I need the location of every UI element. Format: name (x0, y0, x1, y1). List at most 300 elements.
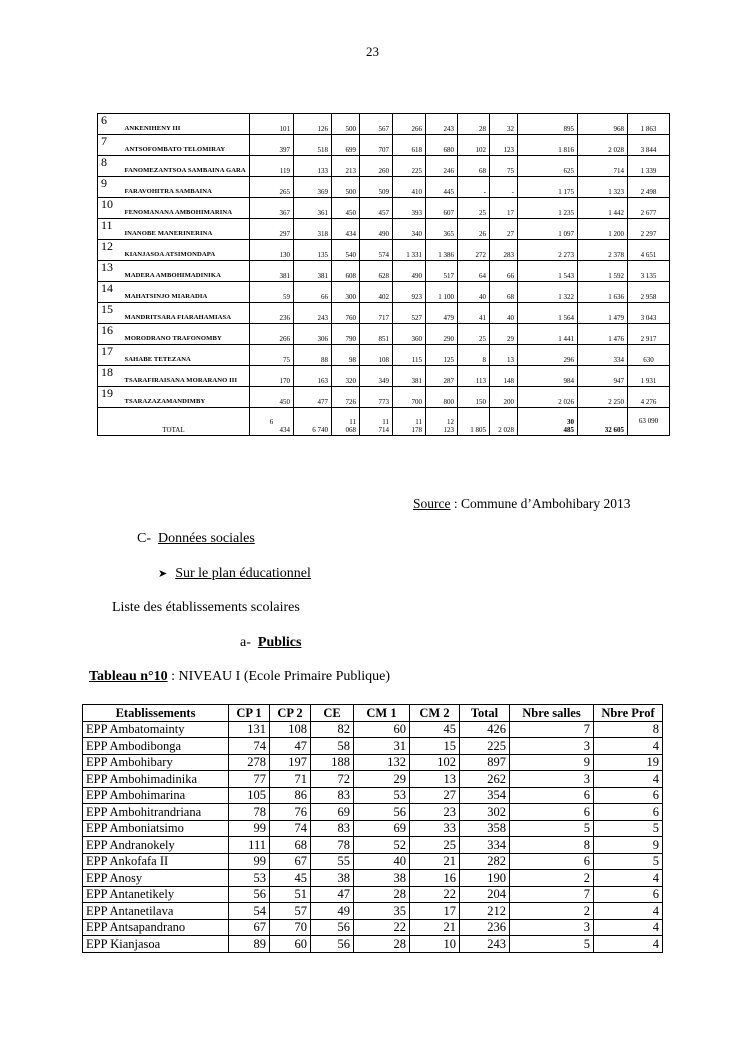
total-label: TOTAL (98, 408, 250, 436)
table-cell: 699 (332, 135, 360, 156)
table-cell: 266 (250, 324, 294, 345)
table-cell: 320 (332, 366, 360, 387)
school-name: EPP Ambohimadinika (83, 771, 229, 788)
table-cell: 367 (250, 198, 294, 219)
table-cell: 27 (490, 219, 518, 240)
row-name: FARAVOHITRA SAMBAINA (122, 177, 250, 198)
population-table-body (98, 114, 670, 408)
table-cell: 923 (393, 282, 426, 303)
table-cell: 197 (270, 754, 311, 771)
table-cell: 1 816 (518, 135, 578, 156)
table-cell: 21 (410, 853, 460, 870)
table-cell: 123 (490, 135, 518, 156)
table-cell: 66 (294, 282, 332, 303)
table-cell: 1 331 (393, 240, 426, 261)
row-number: 11 (98, 219, 122, 240)
table-cell: 984 (518, 366, 578, 387)
table-row (98, 198, 670, 219)
table-cell: 800 (426, 387, 458, 408)
table-cell: 54 (229, 903, 270, 920)
table-cell: 680 (426, 135, 458, 156)
table-cell: 56 (229, 886, 270, 903)
table-cell: 38 (354, 870, 410, 887)
table-cell: 23 (410, 804, 460, 821)
table-cell: 40 (490, 303, 518, 324)
table-cell: 1 235 (518, 198, 578, 219)
row-number: 10 (98, 198, 122, 219)
row-name: FANOMEZANTSOA SAMBAINA GARA (122, 156, 250, 177)
total-value: 434 (279, 426, 290, 434)
table-cell: 260 (360, 156, 393, 177)
schools-table-body (83, 721, 663, 952)
table-cell: 500 (332, 114, 360, 135)
table-cell: 28 (354, 936, 410, 953)
subsection-title: Sur le plan éducationnel (175, 566, 311, 581)
row-number: 18 (98, 366, 122, 387)
table-cell: 8 (594, 721, 663, 738)
table-cell: 369 (294, 177, 332, 198)
table-caption-text: : NIVEAU I (Ecole Primaire Publique) (167, 669, 391, 684)
table-row (83, 738, 663, 755)
table-cell: 1 441 (518, 324, 578, 345)
table-cell: 1 175 (518, 177, 578, 198)
table-cell: 5 (594, 853, 663, 870)
table-cell: 479 (426, 303, 458, 324)
total-value: 11 (349, 418, 356, 426)
table-cell: 57 (270, 903, 311, 920)
publics-prefix: a- (240, 635, 251, 650)
table-cell: 40 (458, 282, 490, 303)
section-prefix: C- (137, 531, 151, 546)
table-cell: 2 250 (578, 387, 628, 408)
table-cell: 2 026 (518, 387, 578, 408)
row-name: KIANJASOA ATSIMONDAPA (122, 240, 250, 261)
page-number: 23 (366, 44, 379, 59)
table-cell: 265 (250, 177, 294, 198)
table-cell: 29 (490, 324, 518, 345)
table-row (83, 936, 663, 953)
total-value: 714 (378, 426, 389, 434)
table-cell: 1 386 (426, 240, 458, 261)
table-cell: 567 (360, 114, 393, 135)
table-cell: 102 (458, 135, 490, 156)
table-row (83, 771, 663, 788)
table-cell: 361 (294, 198, 332, 219)
table-cell: 1 323 (578, 177, 628, 198)
row-number: 15 (98, 303, 122, 324)
table-cell: 135 (294, 240, 332, 261)
table-cell: 272 (458, 240, 490, 261)
table-cell: 17 (490, 198, 518, 219)
table-cell: 947 (578, 366, 628, 387)
total-value: 068 (345, 426, 356, 434)
table-cell: 1 592 (578, 261, 628, 282)
table-cell: 968 (578, 114, 628, 135)
total-row (98, 408, 670, 436)
table-cell: 130 (250, 240, 294, 261)
column-header: Nbre salles (510, 705, 594, 722)
table-cell: 78 (311, 837, 354, 854)
table-cell: 26 (458, 219, 490, 240)
table-cell: 22 (410, 886, 460, 903)
table-cell: 393 (393, 198, 426, 219)
table-cell: 700 (393, 387, 426, 408)
table-cell: 360 (393, 324, 426, 345)
table-cell: 113 (458, 366, 490, 387)
table-cell: 56 (311, 936, 354, 953)
table-cell: 6 (510, 853, 594, 870)
table-row (83, 820, 663, 837)
table-cell: 509 (360, 177, 393, 198)
table-cell: 76 (270, 804, 311, 821)
total-value: 6 740 (294, 408, 332, 436)
row-number: 16 (98, 324, 122, 345)
row-name: TSARAFIRAISANA MORARANO III (122, 366, 250, 387)
table-cell: 40 (354, 853, 410, 870)
table-cell: 72 (311, 771, 354, 788)
arrow-bullet-icon: ➤ (158, 567, 168, 580)
table-cell: 4 651 (628, 240, 670, 261)
table-cell: 4 (594, 919, 663, 936)
school-name: EPP Ambohimarina (83, 787, 229, 804)
row-name: ANTSOFOMBATO TELOMIRAY (122, 135, 250, 156)
table-row (98, 135, 670, 156)
total-cell (332, 408, 360, 436)
table-cell: 47 (311, 886, 354, 903)
table-cell: 49 (311, 903, 354, 920)
table-cell: 1 442 (578, 198, 628, 219)
table-cell: 6 (510, 804, 594, 821)
table-caption-label: Tableau n°10 (89, 669, 168, 684)
table-cell: 64 (458, 261, 490, 282)
table-cell: 2 028 (578, 135, 628, 156)
total-cell (518, 408, 578, 436)
row-number: 7 (98, 135, 122, 156)
table-cell: 402 (360, 282, 393, 303)
row-number: 14 (98, 282, 122, 303)
table-cell: 302 (460, 804, 510, 821)
table-cell: 630 (628, 345, 670, 366)
table-cell: 318 (294, 219, 332, 240)
table-cell: 1 100 (426, 282, 458, 303)
table-cell: 1 097 (518, 219, 578, 240)
table-cell: 102 (410, 754, 460, 771)
table-cell: 32 (490, 114, 518, 135)
column-header: CP 2 (270, 705, 311, 722)
table-row (83, 837, 663, 854)
table-cell: 628 (360, 261, 393, 282)
total-value: 178 (411, 426, 422, 434)
total-value: 30 (567, 418, 574, 426)
school-name: EPP Amboniatsimo (83, 820, 229, 837)
table-cell: 47 (270, 738, 311, 755)
table-cell: 243 (460, 936, 510, 953)
row-number: 9 (98, 177, 122, 198)
total-cell (360, 408, 393, 436)
table-cell: 99 (229, 820, 270, 837)
table-cell: 1 564 (518, 303, 578, 324)
table-cell: 2 (510, 870, 594, 887)
table-cell: 204 (460, 886, 510, 903)
table-cell: 243 (426, 114, 458, 135)
table-cell: 5 (594, 820, 663, 837)
table-cell: 2 297 (628, 219, 670, 240)
table-cell: 3 135 (628, 261, 670, 282)
table-cell: 115 (393, 345, 426, 366)
table-cell: 381 (393, 366, 426, 387)
table-cell: 38 (311, 870, 354, 887)
row-name: ANKENIHENY III (122, 114, 250, 135)
table-row (98, 177, 670, 198)
table-row (83, 853, 663, 870)
table-cell: 55 (311, 853, 354, 870)
table-cell: 334 (460, 837, 510, 854)
table-cell: 707 (360, 135, 393, 156)
table-cell: 25 (458, 198, 490, 219)
table-row (98, 240, 670, 261)
table-cell: 59 (250, 282, 294, 303)
table-cell: 381 (294, 261, 332, 282)
table-cell: 1 636 (578, 282, 628, 303)
total-value: 63 090 (628, 408, 670, 436)
table-row (83, 721, 663, 738)
total-cell (426, 408, 458, 436)
row-number: 12 (98, 240, 122, 261)
total-value: 2 028 (490, 408, 518, 436)
section-title: Données sociales (158, 531, 255, 546)
table-cell: 108 (360, 345, 393, 366)
source-note (413, 496, 630, 512)
table-cell: 6 (594, 804, 663, 821)
table-cell: 119 (250, 156, 294, 177)
source-label: Source (413, 496, 451, 511)
school-name: EPP Ankofafa II (83, 853, 229, 870)
total-value: 32 605 (578, 408, 628, 436)
table-cell: 74 (229, 738, 270, 755)
table-cell: 66 (490, 261, 518, 282)
column-header: CP 1 (229, 705, 270, 722)
table-cell: 78 (229, 804, 270, 821)
table-cell: 22 (354, 919, 410, 936)
table-cell: 53 (354, 787, 410, 804)
row-number: 6 (98, 114, 122, 135)
table-cell: 77 (229, 771, 270, 788)
table-cell: 68 (490, 282, 518, 303)
table-cell: 3 (510, 919, 594, 936)
row-number: 13 (98, 261, 122, 282)
table-cell: 105 (229, 787, 270, 804)
table-cell: 527 (393, 303, 426, 324)
school-name: EPP Kianjasoa (83, 936, 229, 953)
section-heading (137, 531, 255, 547)
row-name: MANDRITSARA FIARAHAMIASA (122, 303, 250, 324)
table-cell: 518 (294, 135, 332, 156)
table-cell: 397 (250, 135, 294, 156)
table-cell: 89 (229, 936, 270, 953)
column-header: CM 1 (354, 705, 410, 722)
table-cell: 490 (393, 261, 426, 282)
table-row (83, 903, 663, 920)
table-cell: 68 (270, 837, 311, 854)
table-cell: 358 (460, 820, 510, 837)
table-cell: 2 498 (628, 177, 670, 198)
table-cell: 266 (393, 114, 426, 135)
publics-title: Publics (257, 635, 302, 650)
row-number: 17 (98, 345, 122, 366)
table-cell: 9 (510, 754, 594, 771)
school-name: EPP Ambohitrandriana (83, 804, 229, 821)
table-cell: 2 917 (628, 324, 670, 345)
table-cell: 101 (250, 114, 294, 135)
table-cell: 13 (490, 345, 518, 366)
school-name: EPP Ambatomainty (83, 721, 229, 738)
list-title: Liste des établissements scolaires (112, 600, 300, 615)
table-cell: 41 (458, 303, 490, 324)
total-value: 11 (382, 418, 389, 426)
row-name: MAHATSINJO MIARADIA (122, 282, 250, 303)
table-cell: 236 (460, 919, 510, 936)
table-cell: 212 (460, 903, 510, 920)
table-cell: 75 (490, 156, 518, 177)
table-cell: 225 (393, 156, 426, 177)
table-cell: 895 (518, 114, 578, 135)
table-row (83, 870, 663, 887)
table-cell: 1 543 (518, 261, 578, 282)
total-cell (393, 408, 426, 436)
table-cell: 290 (426, 324, 458, 345)
table-row (98, 219, 670, 240)
table-cell: 74 (270, 820, 311, 837)
table-cell: 282 (460, 853, 510, 870)
table-cell: 574 (360, 240, 393, 261)
table-cell: 1 931 (628, 366, 670, 387)
table-cell: 4 (594, 936, 663, 953)
table-cell: 517 (426, 261, 458, 282)
row-name: INANOBE MANERINERINA (122, 219, 250, 240)
table-row (98, 282, 670, 303)
table-cell: 29 (354, 771, 410, 788)
row-name: SAHABE TETEZANA (122, 345, 250, 366)
table-cell: 148 (490, 366, 518, 387)
total-value: 123 (443, 426, 454, 434)
table-cell: 15 (410, 738, 460, 755)
table-cell: 243 (294, 303, 332, 324)
table-cell: 19 (594, 754, 663, 771)
table-cell: 163 (294, 366, 332, 387)
subsection-heading (158, 566, 311, 582)
table-cell: 851 (360, 324, 393, 345)
table-cell: 10 (410, 936, 460, 953)
total-value: 12 (447, 418, 454, 426)
table-cell: - (458, 177, 490, 198)
row-name: TSARAZAZAMANDIMBY (122, 387, 250, 408)
table-cell: 262 (460, 771, 510, 788)
table-cell: 45 (270, 870, 311, 887)
table-cell: 445 (426, 177, 458, 198)
table-cell: 27 (410, 787, 460, 804)
table-cell: 4 (594, 870, 663, 887)
table-cell: 52 (354, 837, 410, 854)
table-row (98, 156, 670, 177)
table-cell: 2 958 (628, 282, 670, 303)
table-cell: 83 (311, 820, 354, 837)
row-name: MADERA AMBOHIMADINIKA (122, 261, 250, 282)
school-name: EPP Ambodibonga (83, 738, 229, 755)
table-cell: 8 (510, 837, 594, 854)
table-cell: 1 479 (578, 303, 628, 324)
table-cell: 3 (510, 771, 594, 788)
table-cell: 760 (332, 303, 360, 324)
table-cell: 300 (332, 282, 360, 303)
table-row (83, 804, 663, 821)
table-cell: 51 (270, 886, 311, 903)
table-cell: 450 (250, 387, 294, 408)
total-cell (250, 408, 294, 436)
table-cell: 6 (594, 886, 663, 903)
table-cell: 340 (393, 219, 426, 240)
table-row (98, 114, 670, 135)
table-row (98, 366, 670, 387)
table-cell: 726 (332, 387, 360, 408)
table-cell: 56 (354, 804, 410, 821)
table-cell: 717 (360, 303, 393, 324)
table-cell: 131 (229, 721, 270, 738)
table-cell: 897 (460, 754, 510, 771)
table-cell: 21 (410, 919, 460, 936)
row-name: MORODRANO TRAFONOMBY (122, 324, 250, 345)
table-cell: 7 (510, 721, 594, 738)
row-number: 19 (98, 387, 122, 408)
table-cell: 82 (311, 721, 354, 738)
table-row (98, 345, 670, 366)
table-cell: 31 (354, 738, 410, 755)
table-cell: 3 043 (628, 303, 670, 324)
table-cell: 126 (294, 114, 332, 135)
table-cell: 56 (311, 919, 354, 936)
table-cell: 477 (294, 387, 332, 408)
table-cell: 68 (458, 156, 490, 177)
table-cell: 9 (594, 837, 663, 854)
table-cell: 434 (332, 219, 360, 240)
table-cell: 188 (311, 754, 354, 771)
table-cell: 625 (518, 156, 578, 177)
table-cell: 490 (360, 219, 393, 240)
table-cell: 790 (332, 324, 360, 345)
table-cell: 213 (332, 156, 360, 177)
table-cell: 4 276 (628, 387, 670, 408)
school-name: EPP Antanetilava (83, 903, 229, 920)
table-cell: 354 (460, 787, 510, 804)
table-row (98, 324, 670, 345)
table-cell: 5 (510, 936, 594, 953)
table-cell: 457 (360, 198, 393, 219)
table-cell: 200 (490, 387, 518, 408)
table-header-row (83, 705, 663, 722)
table-cell: 170 (250, 366, 294, 387)
table-caption (89, 669, 390, 685)
table-cell: 53 (229, 870, 270, 887)
table-cell: 365 (426, 219, 458, 240)
table-cell: 111 (229, 837, 270, 854)
table-cell: 306 (294, 324, 332, 345)
schools-table (82, 704, 663, 953)
table-cell: 410 (393, 177, 426, 198)
table-cell: 246 (426, 156, 458, 177)
table-cell: 25 (410, 837, 460, 854)
table-cell: 67 (229, 919, 270, 936)
source-text: : Commune d’Ambohibary 2013 (450, 496, 631, 511)
school-name: EPP Antanetikely (83, 886, 229, 903)
